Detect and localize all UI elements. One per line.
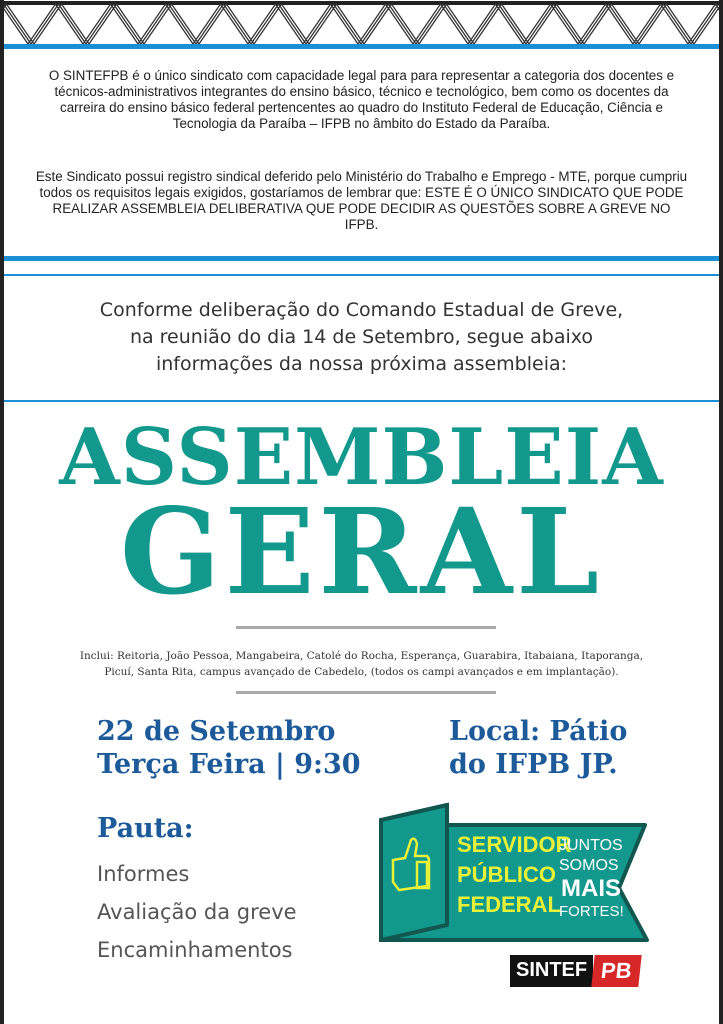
divider (236, 626, 496, 629)
intro-paragraph-1: O SINTEFPB é o único sindicato com capacidade legal para para representar a categoria dos docentes e técnicos-administrativos integrantes do ensino básico, técnico e tecnológico, bem como os docentes da carreira do ensino básico federal pertencentes ao quadro do Instituto Federal de Educação, Ciência e Tecnologia da Paraíba – IFPB no âmbito do Estado da Paraíba. (48, 68, 675, 131)
announcement (44, 297, 679, 378)
banner-slogan: SOMOS (559, 857, 619, 874)
agenda-heading: Pauta: (97, 813, 194, 844)
banner-slogan: JUNTOS (559, 837, 623, 854)
banner-word: SERVIDOR (457, 832, 572, 857)
divider (4, 400, 719, 402)
divider (236, 691, 496, 694)
agenda-item: Informes (97, 862, 190, 886)
servidor-banner (379, 800, 649, 942)
logo-text: PB (591, 955, 641, 987)
sintefpb-logo (510, 955, 640, 987)
banner-word: PÚBLICO (457, 862, 556, 887)
agenda-item: Encaminhamentos (97, 938, 293, 962)
logo-text: SINTEF (510, 955, 593, 987)
banner-word: FEDERAL (457, 892, 561, 917)
event-location (449, 715, 627, 781)
location-line: Local: Pátio (449, 716, 628, 747)
divider (4, 44, 719, 49)
announcement-line: Conforme deliberação do Comando Estadual de Greve, (99, 299, 624, 321)
zigzag-border (4, 0, 723, 50)
announcement-line: informações da nossa próxima assembleia: (155, 353, 568, 375)
agenda-item: Avaliação da greve (97, 900, 297, 924)
banner-slogan: MAIS (561, 875, 621, 902)
announcement-line: na reunião do dia 14 de Setembro, segue abaixo (129, 326, 594, 348)
date: 22 de Setembro (97, 716, 336, 747)
title-line-2: GERAL (119, 482, 604, 621)
campuses-line: Picuí, Santa Rita, campus avançado de Cabedelo, (todos os campi avançados e em implantação). (104, 666, 619, 678)
event-date (97, 715, 361, 781)
campuses-included (44, 648, 679, 680)
title-line-1: ASSEMBLEIA (59, 412, 664, 503)
divider (4, 256, 719, 261)
divider (4, 274, 719, 276)
banner-slogan: FORTES! (559, 903, 624, 920)
intro-paragraph-2: Este Sindicato possui registro sindical deferido pelo Ministério do Trabalho e Emprego - MTE, porque cumpriu todos os requisitos legais exigidos, gostaríamos de lembrar que: ESTE É O ÚNICO SINDICATO QUE PODE REALIZAR ASSEMBLEIA DELIBERATIVA QUE PODE DECIDIR AS QUESTÕES SOBRE A GREVE NO IFPB. (35, 169, 688, 232)
weekday-time: Terça Feira | 9:30 (97, 749, 361, 780)
location-line: do IFPB JP. (449, 749, 618, 780)
campuses-line: Inclui: Reitoria, João Pessoa, Mangabeira, Catolé do Rocha, Esperança, Guarabira, Itabaiana, Itaporanga, (79, 650, 644, 662)
